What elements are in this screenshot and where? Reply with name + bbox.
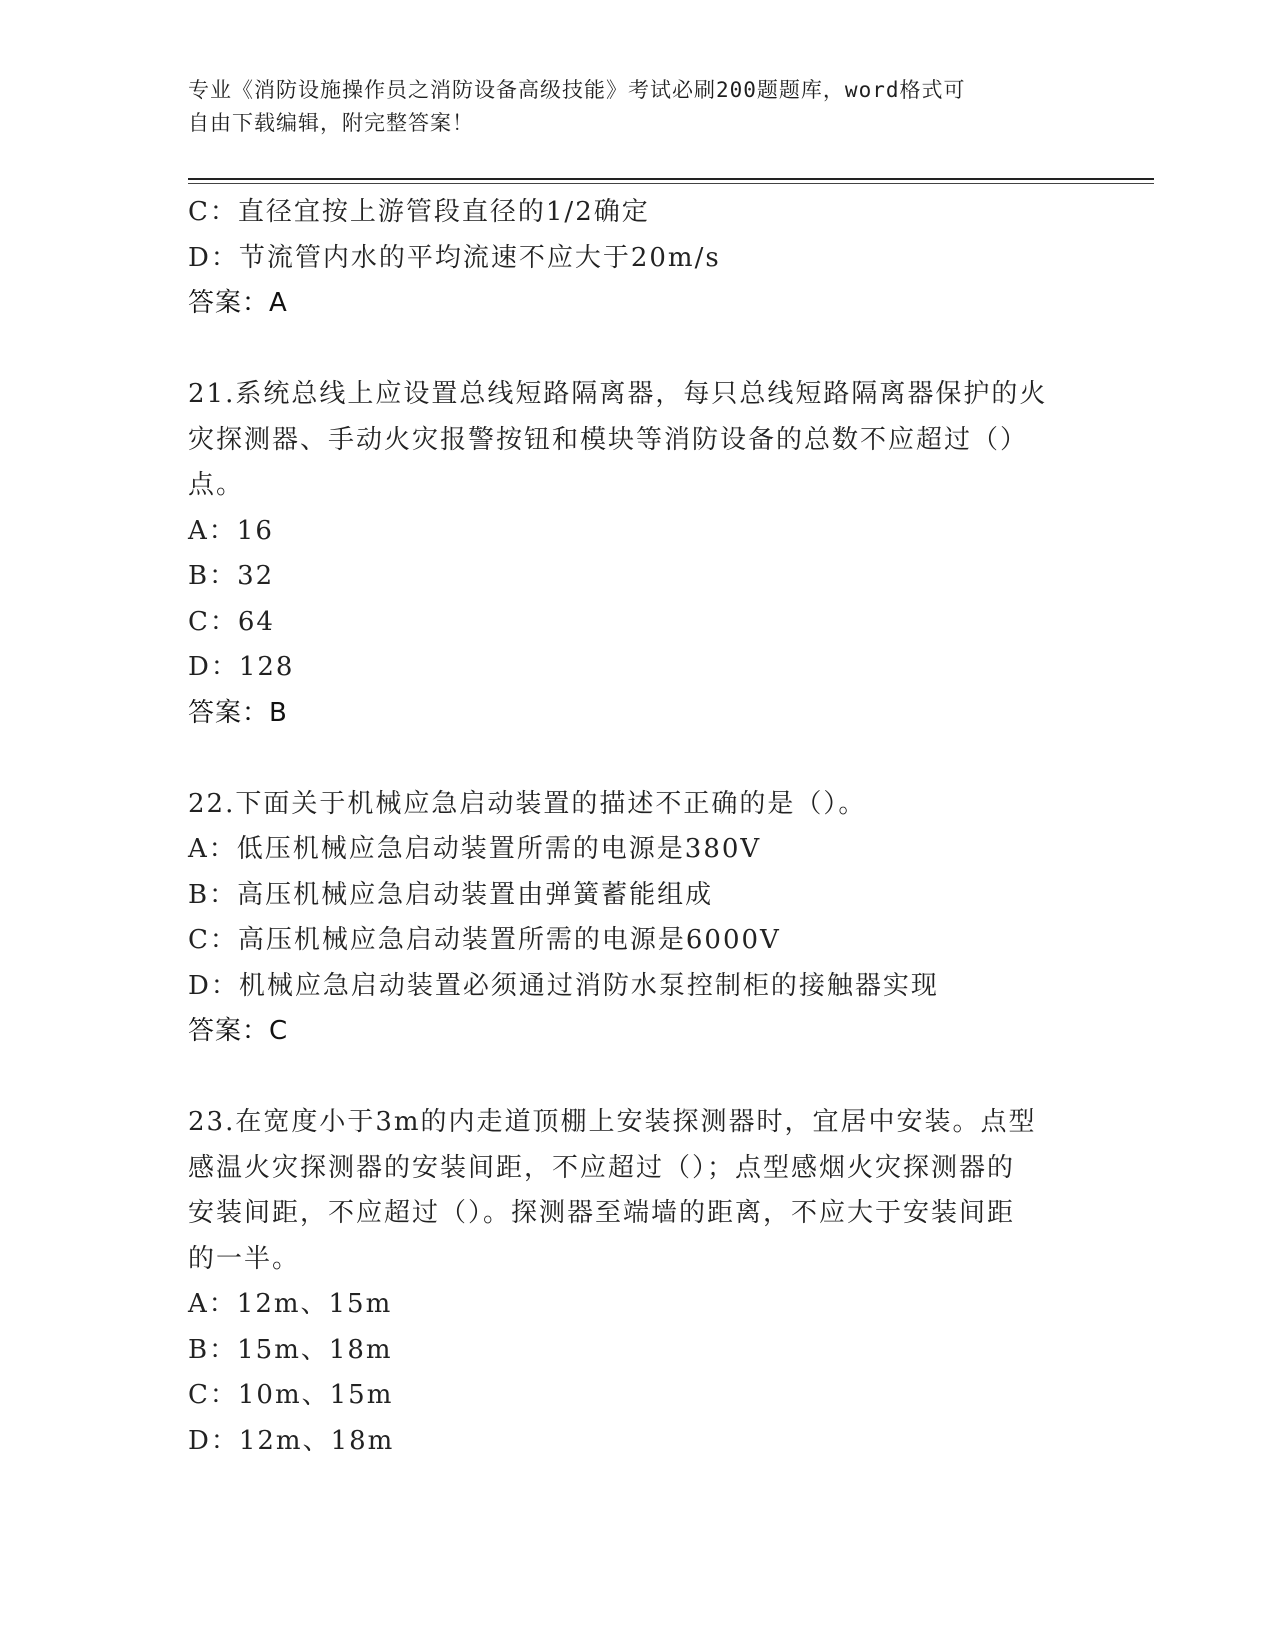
q21-option-d: D：128 [188,652,295,682]
question-21 [188,372,1088,736]
q21-stem-line-2: 灾探测器、手动火灾报警按钮和模块等消防设备的总数不应超过（） [188,424,1029,455]
q23-option-a: A：12m、15m [188,1289,393,1319]
spacer [188,327,1088,373]
q21-stem-line-1: 21.系统总线上应设置总线短路隔离器，每只总线短路隔离器保护的火 [188,379,1048,409]
q22-option-b: B：高压机械应急启动装置由弹簧蓄能组成 [188,879,714,910]
q20-option-c: C：直径宜按上游管段直径的1/2确定 [188,197,650,227]
question-23 [188,1100,1088,1464]
q21-option-a: A：16 [188,515,274,546]
q21-stem-line-3: 点。 [188,470,245,500]
spacer [188,736,1088,782]
spacer [188,1055,1088,1101]
q23-option-d: D：12m、18m [188,1425,395,1456]
q23-stem-line-1: 23.在宽度小于3m的内走道顶棚上安装探测器时，宜居中安装。点型 [188,1107,1037,1137]
q22-answer: 答案：C [188,1016,289,1046]
q23-stem-line-3: 安装间距，不应超过（）。探测器至端墙的距离，不应大于安装间距 [188,1198,1016,1228]
q22-option-c: C：高压机械应急启动装置所需的电源是6000V [188,925,781,955]
header-divider-thick [188,178,1154,180]
q23-option-c: C：10m、15m [188,1380,394,1410]
header-line-1: 专业《消防设施操作员之消防设备高级技能》考试必刷200题题库，word格式可 [188,78,966,102]
q21-answer: 答案：B [188,697,288,728]
q22-stem-line-1: 22.下面关于机械应急启动装置的描述不正确的是（）。 [188,788,867,819]
q21-option-c: C：64 [188,606,275,637]
q23-stem-line-4: 的一半。 [188,1243,301,1274]
q23-option-b: B：15m、18m [188,1334,393,1365]
header-divider-thin [188,183,1154,184]
question-content [188,190,1088,1464]
document-header [188,74,1068,140]
q20-answer: 答案：A [188,288,288,318]
q21-option-b: B：32 [188,561,275,591]
q22-option-d: D：机械应急启动装置必须通过消防水泵控制柜的接触器实现 [188,970,939,1001]
q20-option-d: D：节流管内水的平均流速不应大于20m/s [188,242,721,273]
question-22 [188,782,1088,1055]
q23-stem-line-2: 感温火灾探测器的安装间距，不应超过（）；点型感烟火灾探测器的 [188,1152,1016,1183]
q22-option-a: A：低压机械应急启动装置所需的电源是380V [188,834,762,864]
header-line-2: 自由下载编辑，附完整答案！ [188,111,474,135]
